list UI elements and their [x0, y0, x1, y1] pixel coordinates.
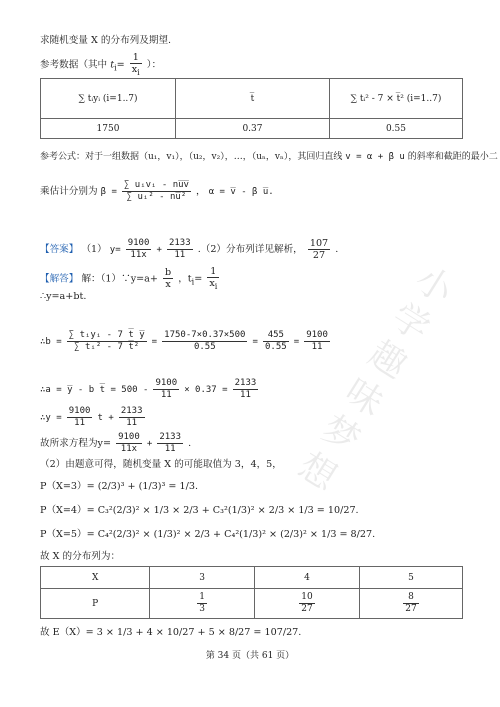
- dist-x-5: 5: [359, 567, 462, 589]
- ref-header-2: t̅: [175, 79, 329, 119]
- dist-header-x: X: [41, 567, 150, 589]
- ref-value-2: 0.37: [175, 119, 329, 139]
- dist-p-4: $\frac{10}{27}$: [255, 589, 360, 619]
- beta-fraction: $\frac{\text{∑ uᵢvᵢ - nu̅v̅}}{\text{∑ uᵢ² - nu̅²}}$: [123, 180, 189, 202]
- dist-x-4: 4: [255, 567, 360, 589]
- y-equation: ∴y = $\frac{9100}{11}$ t + $\frac{2133}{11}$: [40, 406, 143, 428]
- question-line: 求随机变量 X 的分布列及期望.: [40, 35, 172, 46]
- solution-line-1: 【解答】 解：（1）∵y=a+ $\frac{b}{x}$ ，$t_i=$ $\frac{1}{x_i}$: [40, 266, 218, 291]
- solution-line-2: ∴y=a+bt.: [40, 291, 87, 302]
- watermark: 小学趣味梦想: [291, 258, 461, 500]
- distribution-table: [40, 566, 463, 619]
- formula-estimates: 乘估计分别为 β = $\frac{\text{∑ uᵢvᵢ - nu̅v̅}}{\text{∑ uᵢ² - nu̅²}}$ ， α = v̅ - β u̅.: [40, 180, 274, 202]
- prob-x4: P（X=4）= C₃²(2/3)² × 1/3 × 2/3 + C₃²(1/3)² × 2/3 × 1/3 = 10/27.: [40, 505, 359, 516]
- ref-header-3: ∑ tᵢ² - 7 × t̅² (i=1..7): [329, 79, 462, 119]
- dist-x-3: 3: [150, 567, 255, 589]
- b-calculation: ∴b = $\frac{\text{∑ tᵢyᵢ - 7 t̅ y̅}}{\text{∑ tᵢ² - 7 t̅²}}$ = $\frac{1750-7\times 0.37\times 500}{0.55}$ = $\frac{455}{0.55}$ = $\frac{9100}{11}$: [40, 330, 328, 352]
- part2-intro: （2）由题意可得，随机变量 X 的可能取值为 3，4，5，: [40, 459, 282, 470]
- page-footer: 第 34 页（共 61 页）: [205, 651, 295, 661]
- ref-header-1: ∑ tᵢyᵢ (i=1..7): [41, 79, 176, 119]
- distribution-intro: 故 X 的分布列为：: [40, 551, 121, 562]
- expectation-line: 故 E（X）= 3 × 1/3 + 4 × 10/27 + 5 × 8/27 = 107/27.: [40, 627, 302, 638]
- ref-value-1: 1750: [41, 119, 176, 139]
- dist-p-3: $\frac{1}{3}$: [150, 589, 255, 619]
- solution-tag: 【解答】: [40, 273, 79, 285]
- prob-x3: P（X=3）= (2/3)³ + (1/3)³ = 1/3.: [40, 481, 199, 492]
- dist-p-5: $\frac{8}{27}$: [359, 589, 462, 619]
- prob-x5: P（X=5）= C₄²(2/3)² × (1/3)² × 2/3 + C₄²(1/3)² × (2/3)² × 1/3 = 8/27.: [40, 529, 376, 540]
- final-equation: 故所求方程为y= $\frac{9100}{11x}$ + $\frac{2133}{11}$ .: [40, 432, 192, 454]
- ref-value-3: 0.55: [329, 119, 462, 139]
- ref-data-label: 参考数据（其中 $t_i=$ $\frac{1}{x_i}$ ）：: [40, 52, 162, 77]
- formula-intro: 参考公式：对于一组数据（u₁，v₁），（u₂，v₂），…，（uₙ，vₙ），其回归直线 v = α + β u 的斜率和截距的最小二: [40, 152, 498, 162]
- answer-tag: 【答案】: [40, 244, 79, 255]
- dist-header-p: P: [41, 589, 150, 619]
- answer-line: 【答案】 （1） y= $\frac{9100}{11x}$ + $\frac{2133}{11}$ .（2）分布列详见解析， $\frac{107}{27}$ .: [40, 238, 339, 261]
- a-calculation: ∴a = y̅ - b t̅ = 500 - $\frac{9100}{11}$ × 0.37 = $\frac{2133}{11}$: [40, 378, 257, 400]
- fraction: $\frac{1}{x_i}$: [131, 52, 140, 77]
- reference-data-table: [40, 78, 463, 139]
